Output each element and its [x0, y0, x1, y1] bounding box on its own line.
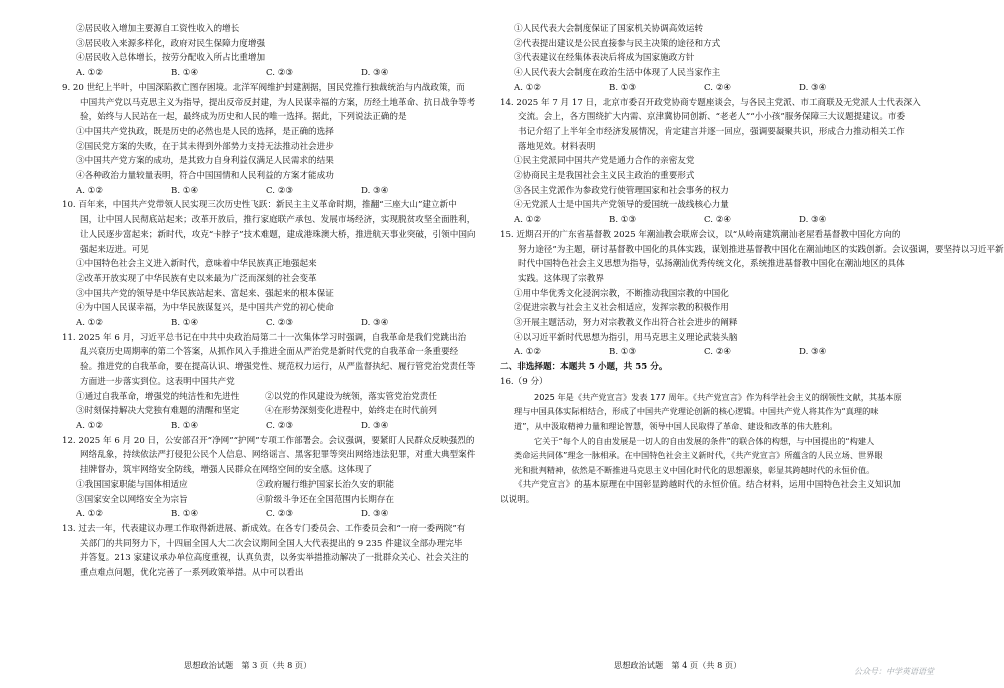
text-line: 12. 2025 年 6 月 20 日，公安部召开“净网”“护网”专项工作部署会。会议强调，要紧盯人民群众反映强烈的 — [62, 435, 475, 446]
text-line: ④无党派人士是中国共产党领导的爱国统一战线核心力量 — [514, 200, 729, 211]
answer-option: B. ①③ — [609, 82, 637, 93]
answer-option: C. ②③ — [266, 68, 294, 79]
text-line: 落地见效。材料表明 — [518, 141, 596, 152]
text-line: 关部门的共同努力下，十四届全国人大二次会议期间全国人大代表提出的 9 235 件建议全部办理完毕 — [80, 538, 463, 549]
text-line: 类命运共同体”理念一脉相承。在中国特色社会主义新时代，《共产党宣言》所蕴含的人民立场、世界眼 — [514, 450, 883, 461]
text-line: ③居民收入来源多样化，政府对民生保障力度增强 — [76, 38, 266, 49]
answer-option: D. ③④ — [361, 185, 389, 196]
text-line: 理与中国具体实际相结合，形成了中国共产党理论创新的核心逻辑。中国共产党人将其作为“真理的味 — [514, 406, 879, 417]
text-line: ①通过自我革命，增强党的纯洁性和先进性 ②以党的作风建设为统领，落实管党治党责任 — [76, 391, 437, 402]
text-line: ①民主党派同中国共产党是通力合作的亲密友党 — [514, 156, 695, 167]
answer-option: D. ③④ — [361, 420, 389, 431]
text-line: 实践。这体现了宗教界 — [518, 273, 604, 284]
text-line: 10. 百年来，中国共产党带领人民实现三次历史性飞跃：新民主主义革命时期，推翻“三座大山”建立新中 — [62, 200, 457, 211]
right-page-column — [500, 22, 1004, 507]
answer-option: A. ①② — [514, 347, 542, 358]
text-line: 交流。会上，各方围绕扩大内需、京津冀协同创新、“老老人”“小小孩”服务保障三大议题提建议。市委 — [518, 112, 906, 123]
text-line: 国，让中国人民彻底站起来；改革开放后，推行家庭联产承包、发展市场经济，实现脱贫攻坚全面胜利， — [80, 215, 476, 226]
answer-option: D. ③④ — [799, 215, 827, 226]
text-line: 它关于“每个人的自由发展是一切人的自由发展的条件”的联合体的构想，与中国提出的“构建人 — [534, 435, 875, 446]
text-line: 验。推进党的自我革命，要在提高认识、增强党性、规范权力运行，从严监督执纪、履行管党治党责任等 — [80, 362, 476, 373]
left-page-column — [62, 22, 476, 581]
text-line: ③国家安全以网络安全为宗旨 ④阶级斗争还在全国范围内长期存在 — [76, 494, 394, 505]
answer-option: D. ③④ — [361, 318, 389, 329]
answer-option: C. ②④ — [704, 215, 732, 226]
text-line: ②促进宗教与社会主义社会相适应，发挥宗教的积极作用 — [514, 303, 729, 314]
text-line: ②协商民主是我国社会主义民主政治的重要形式 — [514, 171, 695, 182]
text-line: 道”，从中汲取精神力量和理论智慧，领导中国人民取得了革命、建设和改革的伟大胜利。 — [514, 420, 838, 431]
answer-options — [62, 419, 464, 434]
answer-option: C. ②③ — [266, 509, 294, 520]
text-line: 以说明。 — [500, 494, 535, 505]
text-line: ④居民收入总体增长，按劳分配收入所占比重增加 — [76, 53, 266, 64]
text-line: ①人民代表大会制度保证了国家机关协调高效运转 — [514, 24, 704, 34]
text-line: 并答复。213 家建议承办单位高度重视，认真负责，以务实举措推动解决了一批群众关心、社会关注的 — [80, 553, 469, 564]
answer-option: D. ③④ — [799, 347, 827, 358]
text-line: ④以习近平新时代思想为指引，用马克思主义理论武装头脑 — [514, 332, 738, 343]
text-line: ①中国特色社会主义进入新时代，意味着中华民族真正地强起来 — [76, 259, 317, 270]
text-line: 《共产党宣言》的基本原理在中国彰显跨越时代的永恒价值。结合材料，运用中国特色社会主义知识加 — [514, 479, 901, 490]
watermark: 公众号：中学英语语堂 — [854, 667, 934, 676]
text-line: 时代中国特色社会主义思想为指导，弘扬潮汕优秀传统文化，系统推进基督教中国化在潮汕地区的具体 — [518, 259, 905, 270]
text-line: 13. 过去一年，代表建议办理工作取得新进展、新成效。在各专门委员会、工作委员会和“一府一委两院”有 — [62, 523, 466, 534]
answer-option: C. ②④ — [704, 347, 732, 358]
text-line: ①用中华优秀文化浸润宗教，不断推动我国宗教的中国化 — [514, 288, 729, 299]
answer-option: B. ①③ — [609, 215, 637, 226]
answer-option: D. ③④ — [799, 82, 827, 93]
answer-option: B. ①③ — [609, 347, 637, 358]
text-line: ④为中国人民谋幸福，为中华民族谋复兴，是中国共产党的初心使命 — [76, 303, 334, 314]
text-line: ②国民党方案的失败，在于其未得到外部势力支持无法推动社会进步 — [76, 141, 334, 152]
page-footer-right: 思想政治试题 第 4 页（共 8 页） — [614, 660, 742, 670]
answer-option: D. ③④ — [361, 68, 389, 79]
text-line: 9. 20 世纪上半叶，中国深陷救亡图存困境。北洋军阀维护封建割据，国民党推行独裁统治与内战政策，而 — [62, 82, 465, 93]
text-line: 14. 2025 年 7 月 17 日，北京市委召开政党协商专题座谈会，与各民主党派、市工商联及无党派人士代表深入 — [500, 97, 921, 108]
answer-options — [500, 345, 904, 360]
answer-options — [62, 316, 464, 331]
page-footer-left: 思想政治试题 第 3 页（共 8 页） — [184, 660, 312, 670]
text-line: ③各民主党派作为参政党行使管理国家和社会事务的权力 — [514, 185, 729, 196]
answer-option: C. ②③ — [266, 185, 294, 196]
answer-option: B. ①④ — [171, 185, 199, 196]
answer-option: B. ①④ — [171, 420, 199, 431]
text-line: 中国共产党以马克思主义为指导，提出反帝反封建，为人民谋幸福的方案，历经土地革命、抗日战争等考 — [80, 97, 476, 108]
text-line: 重点难点问题，优化完善了一系列政策举措。从中可以看出 — [80, 568, 304, 579]
answer-option: C. ②④ — [704, 82, 732, 93]
answer-option: A. ①② — [514, 82, 542, 93]
text-line: 努力途径”为主题，研讨基督教中国化的具体实践，谋划推进基督教中国化在潮汕地区的实践创新。会议强调，要坚持以习近平新 — [518, 244, 1004, 255]
answer-options — [500, 213, 904, 228]
answer-option: A. ①② — [76, 68, 104, 79]
answer-option: A. ①② — [514, 215, 542, 226]
text-line: 方面进一步落实到位。这表明中国共产党 — [80, 376, 235, 387]
answer-option: C. ②③ — [266, 420, 294, 431]
answer-option: B. ①④ — [171, 68, 199, 79]
text-line: 强起来迈进。可见 — [80, 244, 149, 255]
answer-option: B. ①④ — [171, 509, 199, 520]
text-line: ②代表提出建议是公民直接参与民主决策的途径和方式 — [514, 38, 721, 49]
text-line: ③时刻保持解决大党独有难题的清醒和坚定 ④在形势深刻变化进程中，始终走在时代前列 — [76, 406, 437, 417]
text-line: ①我国国家职能与国体相适应 ②政府履行维护国家长治久安的职能 — [76, 479, 394, 490]
answer-options — [62, 66, 464, 81]
text-line: ②改革开放实现了中华民族有史以来最为广泛而深刻的社会变革 — [76, 273, 317, 284]
text-line: 2025 年是《共产党宣言》发表 177 周年。《共产党宣言》作为科学社会主义的纲领性文献，其基本原 — [534, 391, 902, 402]
text-line: 验，始终与人民站在一起，最终成为历史和人民的唯一选择。据此，下列说法正确的是 — [80, 112, 407, 123]
answer-options — [62, 184, 464, 199]
text-line: ③中国共产党方案的成功，是其致力自身利益仅满足人民需求的结果 — [76, 156, 334, 167]
text-line: 乱兴衰历史周期率的第二个答案，从抓作风入手推进全面从严治党是新时代党的自我革命一条重要经 — [80, 347, 459, 358]
text-line: 让人民逐步富起来；新时代，攻克“卡脖子”技术难题，建成港珠澳大桥，推进航天事业突破，引领中国向 — [80, 229, 476, 240]
text-line: ②居民收入增加主要源自工资性收入的增长 — [76, 24, 240, 34]
text-line: ③开展主题活动，努力对宗教教义作出符合社会进步的阐释 — [514, 318, 738, 329]
text-line: 挂牌督办，筑牢网络安全防线，增强人民群众在网络空间的安全感。这体现了 — [80, 465, 373, 476]
answer-option: D. ③④ — [361, 509, 389, 520]
text-line: ③中国共产党的领导是中华民族站起来、富起来、强起来的根本保证 — [76, 288, 334, 299]
answer-option: A. ①② — [76, 509, 104, 520]
text-line: ①中国共产党执政，既是历史的必然也是人民的选择，是正确的选择 — [76, 126, 334, 137]
answer-option: C. ②③ — [266, 318, 294, 329]
text-line: 16.（9 分） — [500, 376, 548, 387]
text-line: 光和批判精神，依然是不断推进马克思主义中国化时代化的思想源泉，彰显其跨越时代的永恒价值。 — [514, 465, 875, 476]
text-line: ④人民代表大会制度在政治生活中体现了人民当家作主 — [514, 68, 721, 79]
answer-option: A. ①② — [76, 318, 104, 329]
text-line: 11. 2025 年 6 月，习近平总书记在中共中央政治局第二十一次集体学习时强调，自我革命是我们党跳出治 — [62, 332, 467, 343]
text-line: ④各种政治力量较量表明，符合中国国情和人民利益的方案才能成功 — [76, 171, 334, 182]
answer-options — [500, 81, 904, 96]
text-line: ③代表建议在经集体表决后将成为国家施政方针 — [514, 53, 695, 64]
answer-option: A. ①② — [76, 185, 104, 196]
answer-option: B. ①④ — [171, 318, 199, 329]
answer-option: A. ①② — [76, 420, 104, 431]
answer-options — [62, 507, 464, 522]
text-line: 网络乱象，持续依法严打侵犯公民个人信息、网络谣言、黑客犯罪等突出网络违法犯罪，对重大典型案件 — [80, 450, 476, 461]
text-line: 二、非选择题：本题共 5 小题，共 55 分。 — [500, 362, 668, 373]
text-line: 15. 近期召开的广东省基督教 2025 年潮汕教会联席会议，以“从岭南建筑潮汕老屋看基督教中国化方向的 — [500, 229, 901, 240]
text-line: 书记介绍了上半年全市经济发展情况，肯定建言并逐一回应，强调要凝聚共识，形成合力推动相关工作 — [518, 126, 905, 137]
